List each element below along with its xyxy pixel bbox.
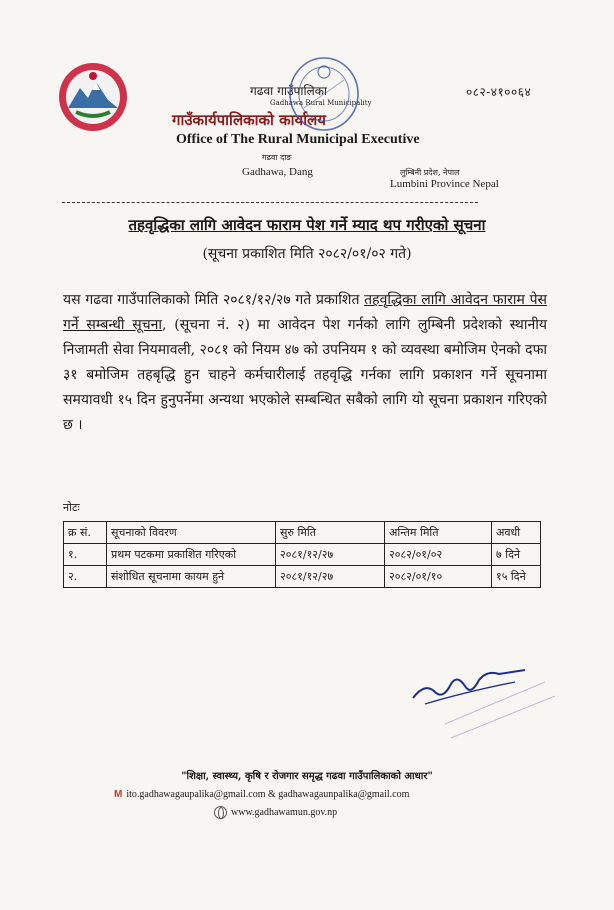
table-cell: १. [64,544,107,566]
body-text-part1: यस गढवा गाउँपालिकाको मिति २०८१/१२/२७ गते प्रकाशित [63,292,365,308]
body-text-underlined: तहवृद्धिका लागि आवेदन फाराम पेस गर्ने सम्बन्धी सूचना [63,292,547,333]
note-label: नोटः [63,501,80,514]
province-en: Lumbini Province Nepal [390,178,499,190]
table-header-row [64,522,541,544]
letterhead-divider [62,202,478,203]
table-header-cell: अन्तिम मिति [385,522,492,544]
footer-email [114,789,409,800]
nepal-emblem-icon [56,60,130,134]
table-cell: २०८१/१२/२७ [276,544,385,566]
address-np: गढवा दाङ [262,153,292,162]
table-row [64,566,541,588]
signature-image [405,652,565,742]
table-cell: ७ दिने [492,544,541,566]
table-cell: २०८२/०१/०२ [385,544,492,566]
footer-website-text: www.gadhawamun.gov.np [231,806,338,818]
table-row [64,544,541,566]
office-seal-icon [286,50,362,134]
footer-website [214,806,337,819]
table-header-cell: अवधी [492,522,541,544]
footer-email-text: ito.gadhawagaupalika@gmail.com & gadhawagaunpalika@gmail.com [126,789,410,800]
table-cell: प्रथम पटकमा प्रकाशित गरिएको [107,544,276,566]
mail-icon: M [114,789,123,800]
reference-number: ०८२-४१००६४ [466,85,532,99]
address-en: Gadhawa, Dang [242,166,313,178]
footer-slogan: "शिक्षा, स्वास्थ्य, कृषि र रोजगार समृद्ध गढवा गाउँपालिकाको आधार" [181,771,433,782]
notice-body [63,288,547,438]
table-cell: १५ दिने [492,566,541,588]
table-cell: संशोधित सूचनामा कायम हुने [107,566,276,588]
office-name-np: गाउँकार्यपालिकाको कार्यालय [172,111,327,129]
notice-title: तहवृद्धिका लागि आवेदन फाराम पेश गर्ने म्याद थप गरीएको सूचना [128,216,486,234]
office-name-en: Office of The Rural Municipal Executive [176,132,420,147]
municipality-name-np: गढवा गाउँपालिका [250,84,328,98]
table-cell: २०८२/०१/१० [385,566,492,588]
province-np: लुम्बिनी प्रदेश, नेपाल [400,168,460,177]
table-cell: २. [64,566,107,588]
body-text-part2: , (सूचना नं. २) मा आवेदन पेश गर्नको लागि लुम्बिनी प्रदेशको स्थानीय निजामती सेवा नियमावली, २०८१ को नियम ४७ को उपनियम १ को व्यवस्था बमोजिम ऐनको दफा ३१ बमोजिम तहबृद्धि हुन चाहने कर्मचारीलाई तहवृद्धि गर्नका लागि प्रकाशन गर्ने सूचनामा समयावधी १५ दिन हुनुपर्नेमा अन्यथा भएकोले सम्बन्धित सबैको लागि यो सूचना प्रकाशन गरिएको छ । [63,317,547,433]
table-header-cell: क्र सं. [64,522,107,544]
table-header-cell: सुरु मिति [276,522,385,544]
table-header-cell: सूचनाको विवरण [107,522,276,544]
globe-icon [214,806,227,819]
notice-schedule-table [63,521,541,588]
notice-subtitle: (सूचना प्रकाशित मिति २०८२/०१/०२ गते) [202,246,412,262]
municipality-name-en: Gadhawa Rural Municipality [270,99,372,107]
table-cell: २०८१/१२/२७ [276,566,385,588]
